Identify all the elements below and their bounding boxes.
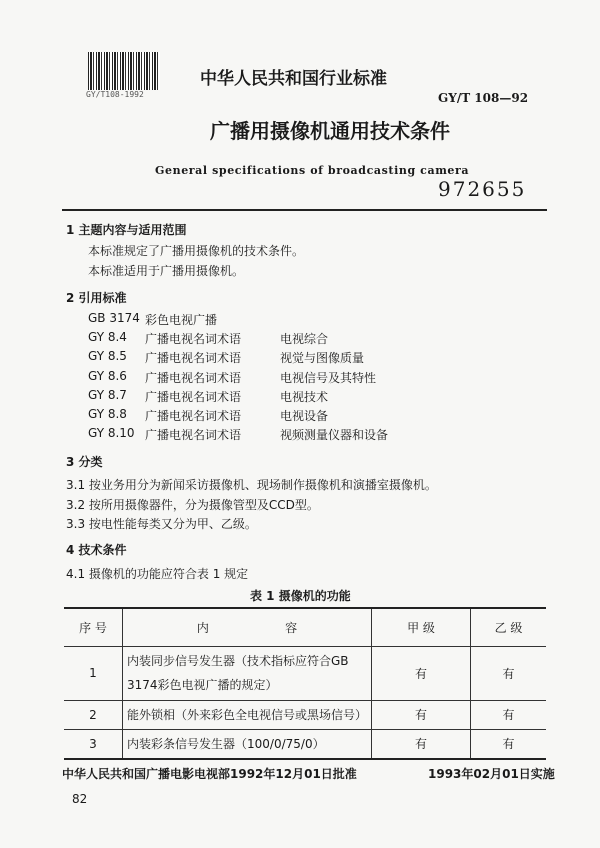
- effective-date: 1993年02月01日实施: [428, 767, 555, 781]
- ref-code: GY 8.6: [88, 368, 127, 383]
- cell-content: 内装彩条信号发生器（100/0/75/0）: [123, 729, 372, 759]
- page-number: 82: [72, 792, 88, 806]
- cell-index: 3: [64, 729, 123, 759]
- standard-code: GY/T 108—92: [438, 91, 529, 105]
- ref-title: 广播电视名词术语: [145, 370, 242, 385]
- ref-code: GY 8.7: [88, 387, 127, 402]
- english-title: General specifications of broadcasting camera: [155, 164, 470, 177]
- cell-grade-b: 有: [471, 729, 547, 759]
- paragraph: 本标准规定了广播用摄像机的技术条件。: [88, 244, 305, 258]
- cell-grade-a: 有: [372, 646, 471, 700]
- standard-org: 中华人民共和国行业标准: [200, 69, 387, 89]
- ref-code: GY 8.10: [88, 426, 135, 441]
- cell-grade-b: 有: [471, 646, 547, 700]
- paragraph: 3.2 按所用摄像器件，分为摄像管型及CCD型。: [66, 498, 319, 512]
- ref-subtitle: 电视信号及其特性: [280, 370, 377, 385]
- ref-subtitle: 视频测量仪器和设备: [280, 428, 389, 443]
- barcode: [88, 52, 160, 90]
- ref-title: 广播电视名词术语: [145, 332, 242, 347]
- paragraph: 3.1 按业务用分为新闻采访摄像机、现场制作摄像机和演播室摄像机。: [66, 478, 437, 492]
- cell-grade-b: 有: [471, 700, 547, 729]
- column-header: 序 号: [64, 608, 123, 646]
- cell-content: 内装同步信号发生器（技术指标应符合GB 3174彩色电视广播的规定）: [123, 646, 372, 700]
- function-table: [64, 607, 546, 760]
- paragraph: 4.1 摄像机的功能应符合表 1 规定: [66, 567, 249, 581]
- ref-title: 广播电视名词术语: [145, 409, 242, 423]
- section-heading: 3 分类: [66, 455, 103, 469]
- paragraph: 3.3 按电性能每类又分为甲、乙级。: [66, 517, 257, 531]
- paragraph: 本标准适用于广播用摄像机。: [88, 264, 245, 278]
- table-row: [64, 700, 546, 729]
- document-title: 广播用摄像机通用技术条件: [210, 119, 450, 143]
- column-header: 内 容: [123, 608, 372, 646]
- stamp-number: 972655: [438, 177, 527, 201]
- section-heading: 1 主题内容与适用范围: [66, 223, 187, 237]
- cell-index: 2: [64, 700, 123, 729]
- cell-content: 能外锁相（外来彩色全电视信号或黑场信号）: [123, 700, 372, 729]
- ref-code: GY 8.5: [88, 349, 127, 364]
- ref-code: GY 8.8: [88, 407, 127, 421]
- table-row: [64, 646, 546, 700]
- ref-subtitle: 电视设备: [280, 409, 329, 423]
- column-header: 甲 级: [372, 608, 471, 646]
- column-header: 乙 级: [471, 608, 547, 646]
- ref-title: 彩色电视广播: [145, 313, 218, 327]
- approval-text: 中华人民共和国广播电影电视部1992年12月01日批准: [62, 767, 357, 781]
- cell-grade-a: 有: [372, 729, 471, 759]
- table-row: [64, 729, 546, 759]
- divider: [62, 209, 547, 211]
- section-heading: 2 引用标准: [66, 291, 127, 305]
- ref-subtitle: 视觉与图像质量: [280, 351, 365, 366]
- table-caption: 表 1 摄像机的功能: [250, 589, 351, 603]
- barcode-text: GY/T108-1992: [86, 90, 144, 99]
- ref-code: GY 8.4: [88, 330, 127, 345]
- ref-title: 广播电视名词术语: [145, 389, 242, 404]
- section-heading: 4 技术条件: [66, 543, 127, 557]
- ref-code: GB 3174: [88, 311, 140, 325]
- ref-title: 广播电视名词术语: [145, 428, 242, 443]
- ref-subtitle: 电视技术: [280, 389, 329, 404]
- cell-grade-a: 有: [372, 700, 471, 729]
- ref-title: 广播电视名词术语: [145, 351, 242, 366]
- cell-index: 1: [64, 646, 123, 700]
- ref-subtitle: 电视综合: [280, 332, 329, 347]
